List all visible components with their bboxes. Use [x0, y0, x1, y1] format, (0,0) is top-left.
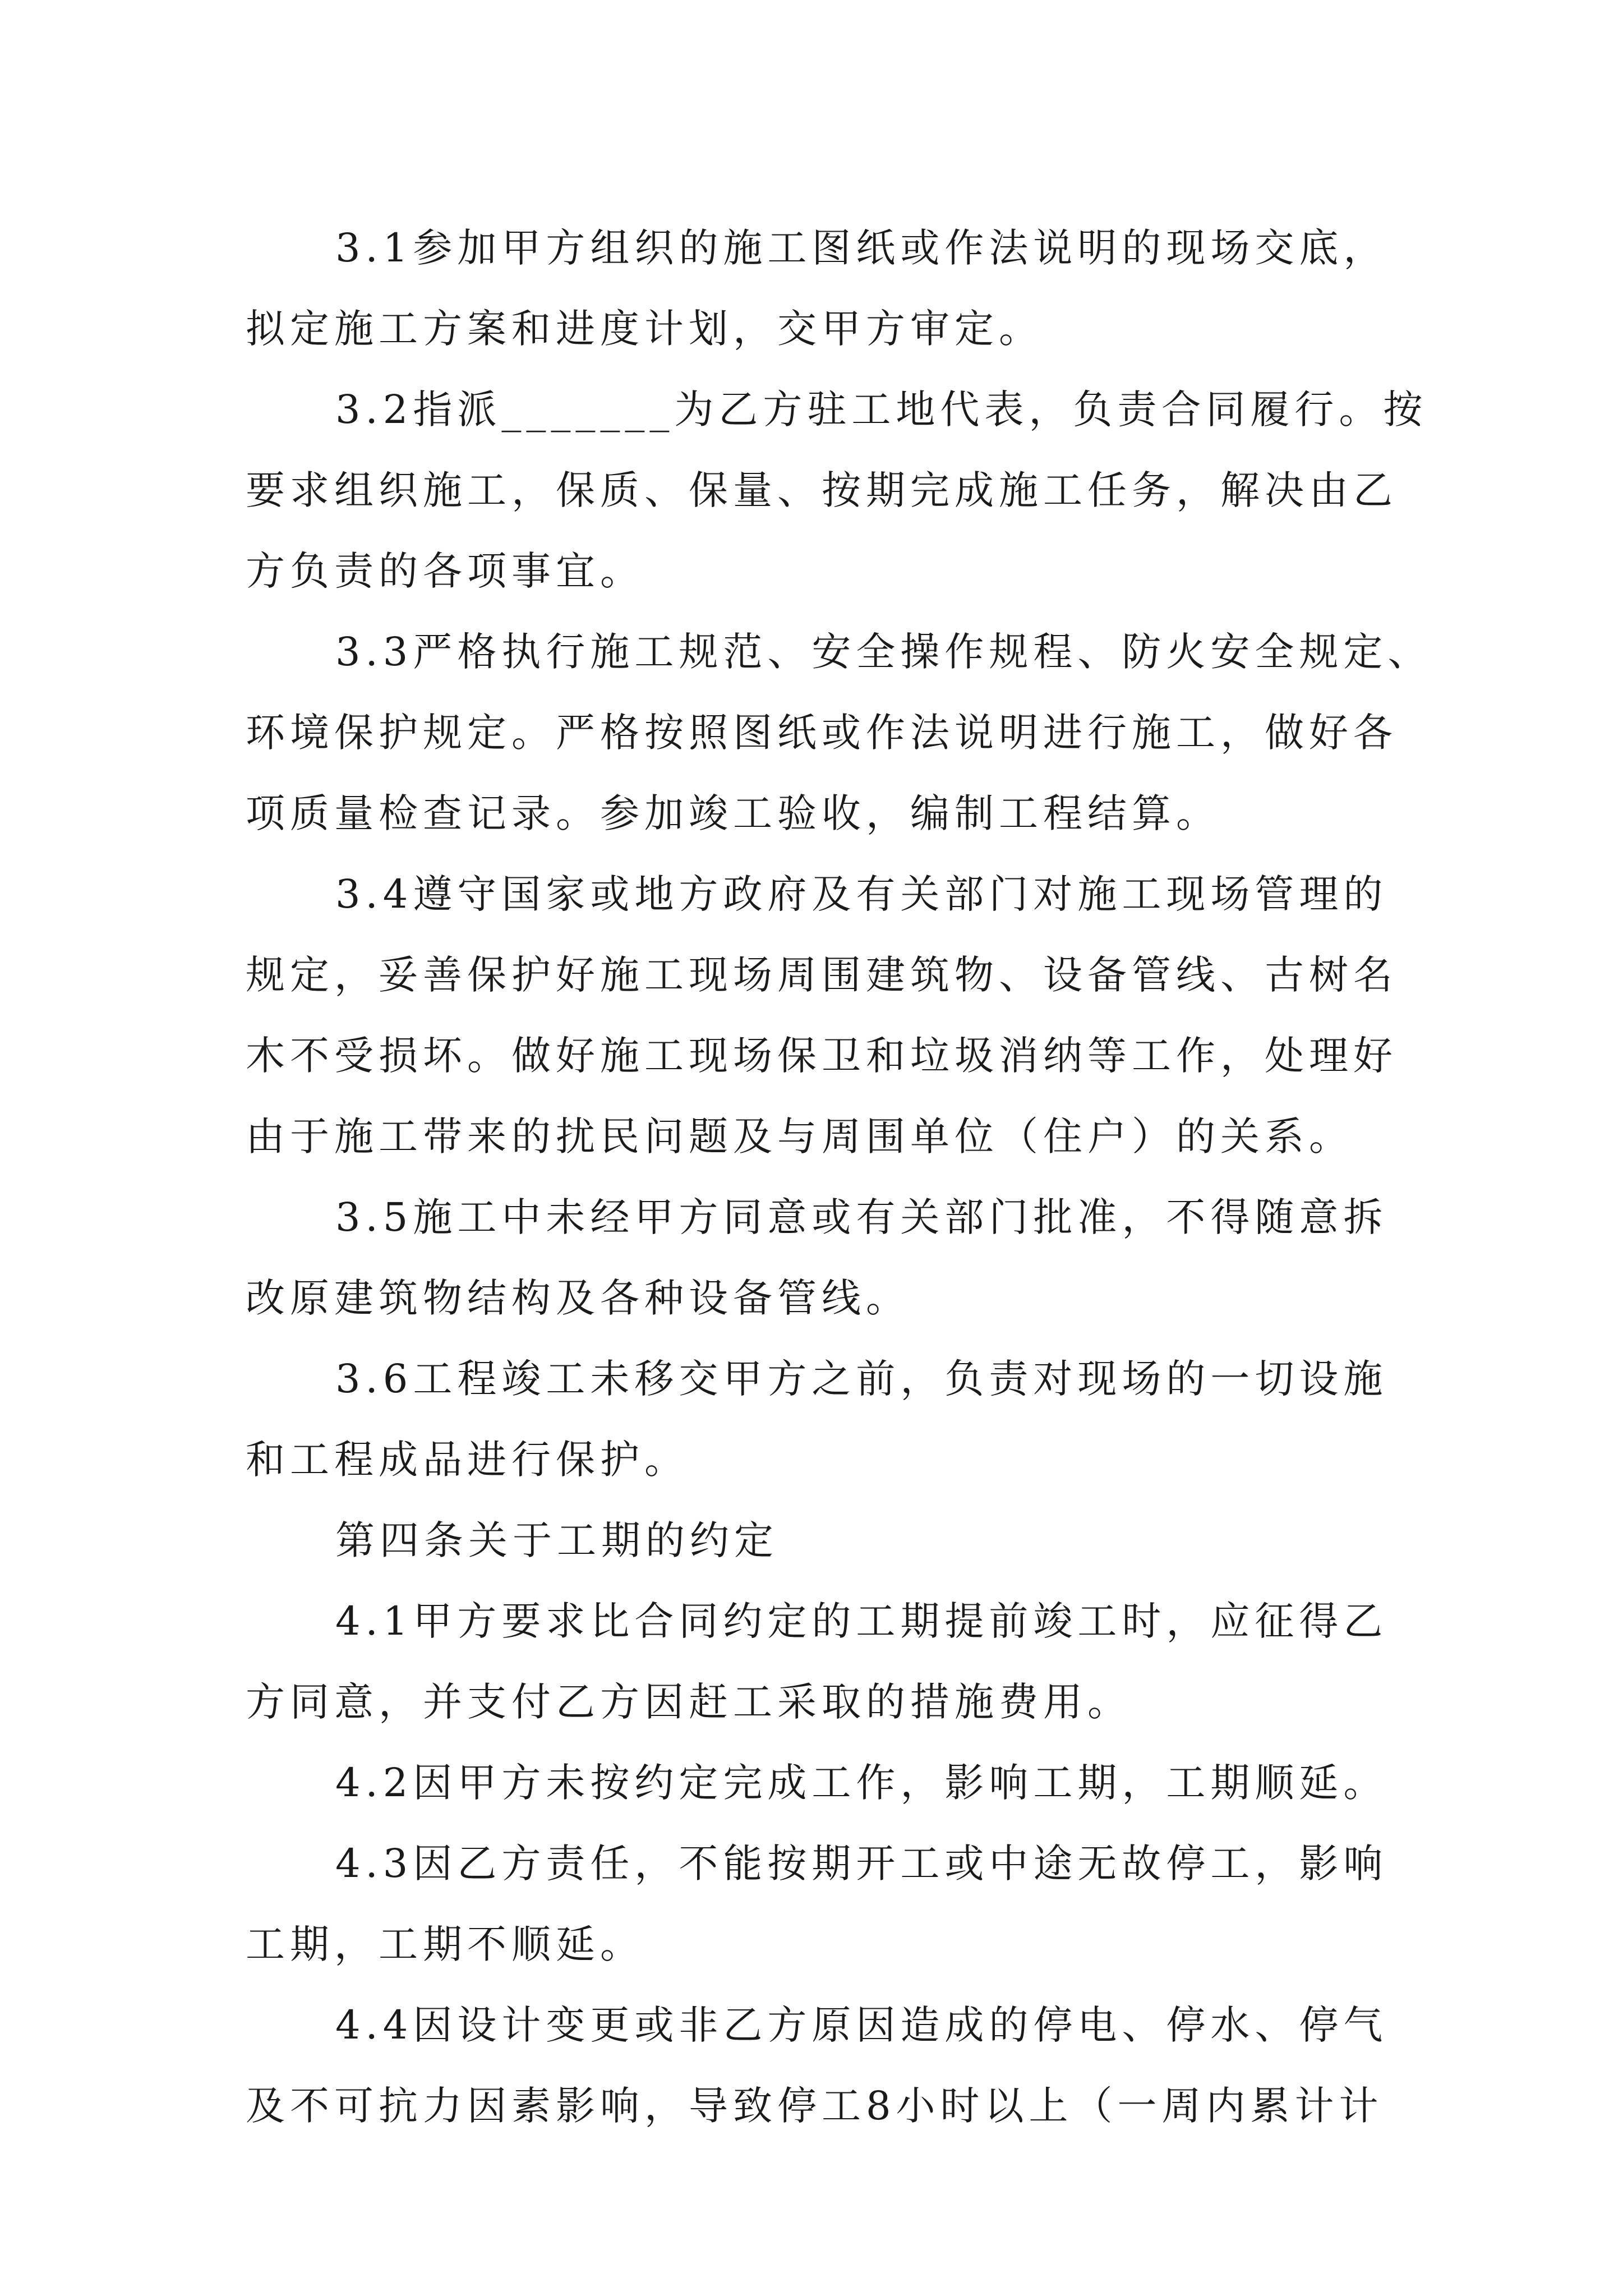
text-line: 3.1参加甲方组织的施工图纸或作法说明的现场交底， [335, 225, 1388, 271]
paragraph-3-6 [246, 1338, 1402, 1500]
paragraph-4-4 [246, 1985, 1402, 2146]
section-heading: 第四条关于工期的约定 [335, 1517, 778, 1563]
paragraph-4-3 [246, 1823, 1402, 1985]
text-line: 4.3因乙方责任，不能按期开工或中途无故停工，影响 [335, 1841, 1388, 1887]
text-line: 方负责的各项事宜。 [246, 548, 644, 594]
text-line: 改原建筑物结构及各种设备管线。 [246, 1275, 910, 1321]
paragraph-4-1 [246, 1581, 1402, 1742]
text-line: 4.1甲方要求比合同约定的工期提前竣工时，应征得乙 [335, 1598, 1388, 1644]
text-line: 由于施工带来的扰民问题及与周围单位（住户）的关系。 [246, 1114, 1353, 1159]
text-line: 4.2因甲方未按约定完成工作，影响工期，工期顺延。 [335, 1760, 1388, 1806]
text-line: 3.4遵守国家或地方政府及有关部门对施工现场管理的 [335, 871, 1388, 917]
text-line: 及不可抗力因素影响，导致停工8小时以上（一周内累计计 [246, 2083, 1384, 2129]
text-line: 3.3严格执行施工规范、安全操作规程、防火安全规定、 [335, 629, 1432, 675]
text-line: 和工程成品进行保护。 [246, 1437, 689, 1483]
text-line: 拟定施工方案和进度计划，交甲方审定。 [246, 306, 1043, 352]
text-line: 3.6工程竣工未移交甲方之前，负责对现场的一切设施 [335, 1356, 1388, 1402]
section-heading-article-4 [246, 1500, 1402, 1581]
text-line: 规定，妥善保护好施工现场周围建筑物、设备管线、古树名 [246, 952, 1398, 998]
paragraph-3-3 [246, 611, 1432, 854]
paragraph-4-2 [246, 1742, 1402, 1823]
text-line: 环境保护规定。严格按照图纸或作法说明进行施工，做好各 [246, 710, 1398, 756]
paragraph-3-2 [246, 369, 1428, 611]
text-line: 工期，工期不顺延。 [246, 1921, 644, 1967]
paragraph-3-1 [246, 208, 1402, 369]
text-line: 木不受损坏。做好施工现场保卫和垃圾消纳等工作，处理好 [246, 1033, 1398, 1079]
text-line: 要求组织施工，保质、保量、按期完成施工任务，解决由乙 [246, 467, 1398, 513]
text-line: 方同意，并支付乙方因赶工采取的措施费用。 [246, 1679, 1132, 1725]
text-line: 项质量检查记录。参加竣工验收，编制工程结算。 [246, 790, 1220, 836]
document-body [246, 208, 1432, 2146]
paragraph-3-5 [246, 1177, 1402, 1338]
text-line: 3.5施工中未经甲方同意或有关部门批准，不得随意拆 [335, 1194, 1388, 1240]
text-line: 3.2指派_______为乙方驻工地代表，负责合同履行。按 [335, 386, 1428, 432]
paragraph-3-4 [246, 854, 1402, 1177]
text-line: 4.4因设计变更或非乙方原因造成的停电、停水、停气 [335, 2002, 1388, 2048]
